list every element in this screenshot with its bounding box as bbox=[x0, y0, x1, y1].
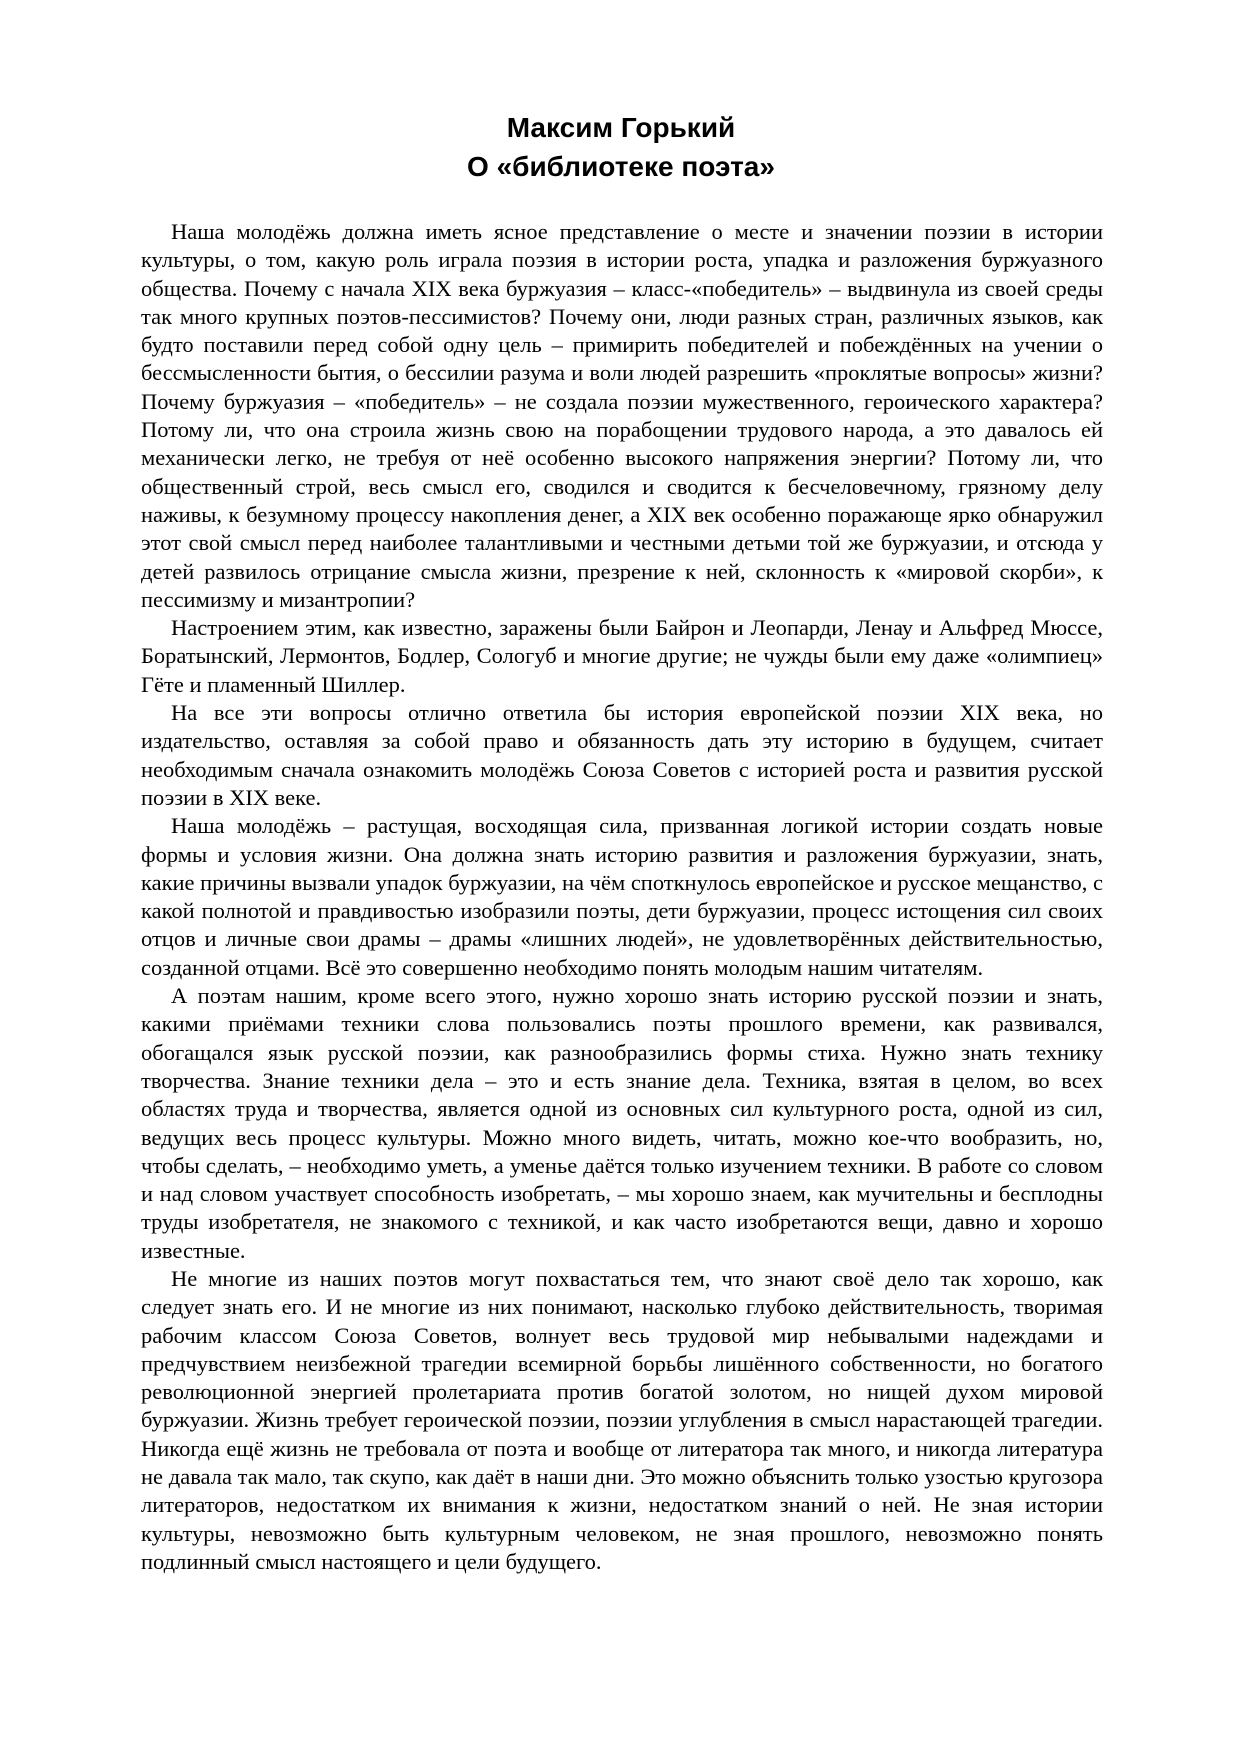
body-text bbox=[141, 218, 1103, 1576]
paragraph-1: Наша молодёжь должна иметь ясное представление о месте и значении поэзии в истории культуры, о том, какую роль играла поэзия в истории роста, упадка и разложения буржуазного общества. Почему с начала XIX века буржуазия – класс-«победитель» – выдвинула из своей среды так много крупных поэтов-пессимистов? Почему они, люди разных стран, различных языков, как будто поставили перед собой одну цель – примирить победителей и побеждённых на учении о бессмысленности бытия, о бессилии разума и воли людей разрешить «проклятые вопросы» жизни? Почему буржуазия – «победитель» – не создала поэзии мужественного, героического характера? Потому ли, что она строила жизнь свою на порабощении трудового народа, а это давалось ей механически легко, не требуя от неё особенно высокого напряжения энергии? Потому ли, что общественный строй, весь смысл его, сводился и сводится к бесчеловечному, грязному делу наживы, к безумному процессу накопления денег, а XIX век особенно поражающе ярко обнаружил этот свой смысл перед наиболее талантливыми и честными детьми той же буржуазии, и отсюда у детей развилось отрицание смысла жизни, презрение к ней, склонность к «мировой скорби», к пессимизму и мизантропии? bbox=[141, 219, 1103, 612]
paragraph-2: Настроением этим, как известно, заражены были Байрон и Леопарди, Ленау и Альфред Мюссе, Боратынский, Лермонтов, Бодлер, Сологуб и многие другие; не чужды были ему даже «олимпиец» Гёте и пламенный Шиллер. bbox=[141, 615, 1103, 697]
paragraph-4: Наша молодёжь – растущая, восходящая сила, призванная логикой истории создать новые формы и условия жизни. Она должна знать историю развития и разложения буржуазии, знать, какие причины вызвали упадок буржуазии, на чём споткнулось европейское и русское мещанство, с какой полнотой и правдивостью изобразили поэты, дети буржуазии, процесс истощения сил своих отцов и личные свои драмы – драмы «лишних людей», не удовлетворённых действительностью, созданной отцами. Всё это совершенно необходимо понять молодым нашим читателям. bbox=[141, 813, 1103, 980]
paragraph-5: А поэтам нашим, кроме всего этого, нужно хорошо знать историю русской поэзии и знать, какими приёмами техники слова пользовались поэты прошлого времени, как развивался, обогащался язык русской поэзии, как разнообразились формы стиха. Нужно знать технику творчества. Знание техники дела – это и есть знание дела. Техника, взятая в целом, во всех областях труда и творчества, является одной из основных сил культурного роста, одной из сил, ведущих весь процесс культуры. Можно много видеть, читать, можно кое-что вообразить, но, чтобы сделать, – необходимо уметь, а уменье даётся только изучением техники. В работе со словом и над словом участвует способность изобретать, – мы хорошо знаем, как мучительны и бесплодны труды изобретателя, не знакомого с техникой, и как часто изобретаются вещи, давно и хорошо известные. bbox=[141, 983, 1103, 1263]
document-title: О «библиотеке поэта» bbox=[467, 151, 775, 182]
title-block bbox=[0, 108, 1242, 186]
author-name: Максим Горький bbox=[506, 112, 736, 143]
paragraph-3: На все эти вопросы отлично ответила бы история европейской поэзии XIX века, но издательство, оставляя за собой право и обязанность дать эту историю в будущем, считает необходимым сначала ознакомить молодёжь Союза Советов с историей роста и развития русской поэзии в XIX веке. bbox=[141, 700, 1103, 810]
paragraph-6: Не многие из наших поэтов могут похвастаться тем, что знают своё дело так хорошо, как следует знать его. И не многие из них понимают, насколько глубоко действительность, творимая рабочим классом Союза Советов, волнует весь трудовой мир небывалыми надеждами и предчувствием неизбежной трагедии всемирной борьбы лишённого собственности, но богатого революционной энергией пролетариата против богатой золотом, но нищей духом мировой буржуазии. Жизнь требует героической поэзии, поэзии углубления в смысл нарастающей трагедии. Никогда ещё жизнь не требовала от поэта и вообще от литератора так много, и никогда литература не давала так мало, так скупо, как даёт в наши дни. Это можно объяснить только узостью кругозора литераторов, недостатком их внимания к жизни, недостатком знаний о ней. Не зная истории культуры, невозможно быть культурным человеком, не зная прошлого, невозможно понять подлинный смысл настоящего и цели будущего. bbox=[141, 1265, 1103, 1574]
